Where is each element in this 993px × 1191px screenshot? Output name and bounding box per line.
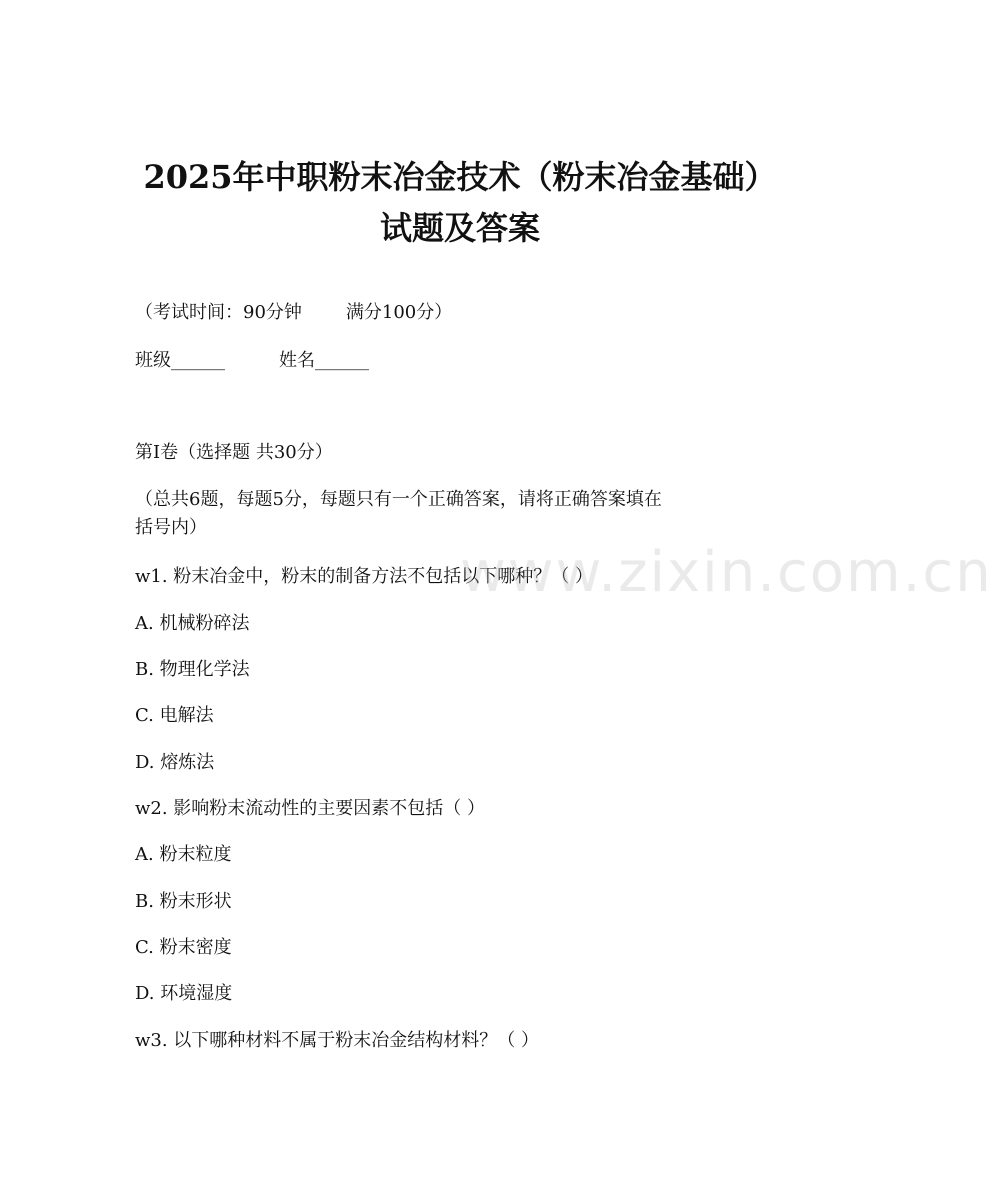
exam-time: （考试时间：90分钟 — [135, 302, 302, 323]
question-option: C. 粉末密度 — [135, 937, 232, 958]
section-heading: 第Ⅰ卷（选择题 共30分） — [135, 442, 333, 463]
question-option: D. 环境湿度 — [135, 983, 233, 1004]
document-title-line-2: 试题及答案 — [379, 209, 540, 247]
exam-info — [135, 300, 452, 326]
question-option: D. 熔炼法 — [135, 752, 215, 773]
section-instructions-line-2: 括号内） — [135, 517, 207, 538]
name-label: 姓名 — [279, 350, 315, 371]
question-option: B. 粉末形状 — [135, 891, 232, 912]
name-blank[interactable]: ______ — [315, 350, 369, 371]
question-option: A. 机械粉碎法 — [135, 613, 250, 634]
section-instructions-line-1: （总共6题，每题5分，每题只有一个正确答案，请将正确答案填在 — [135, 489, 662, 510]
watermark: www.zixin.com.cn — [460, 540, 993, 605]
class-label: 班级 — [135, 350, 171, 371]
exam-score: 满分100分） — [345, 302, 453, 323]
question-option: B. 物理化学法 — [135, 659, 250, 680]
question-option: C. 电解法 — [135, 705, 214, 726]
question-stem: w1. 粉末冶金中，粉末的制备方法不包括以下哪种？（ ） — [135, 566, 594, 587]
student-fields — [135, 348, 369, 374]
question-stem: w2. 影响粉末流动性的主要因素不包括（ ） — [135, 798, 486, 819]
question-stem: w3. 以下哪种材料不属于粉末冶金结构材料？（ ） — [135, 1030, 540, 1051]
document-title-line-1: 2025年中职粉末冶金技术（粉末冶金基础） — [143, 158, 777, 196]
class-blank[interactable]: ______ — [171, 350, 225, 371]
question-option: A. 粉末粒度 — [135, 844, 232, 865]
